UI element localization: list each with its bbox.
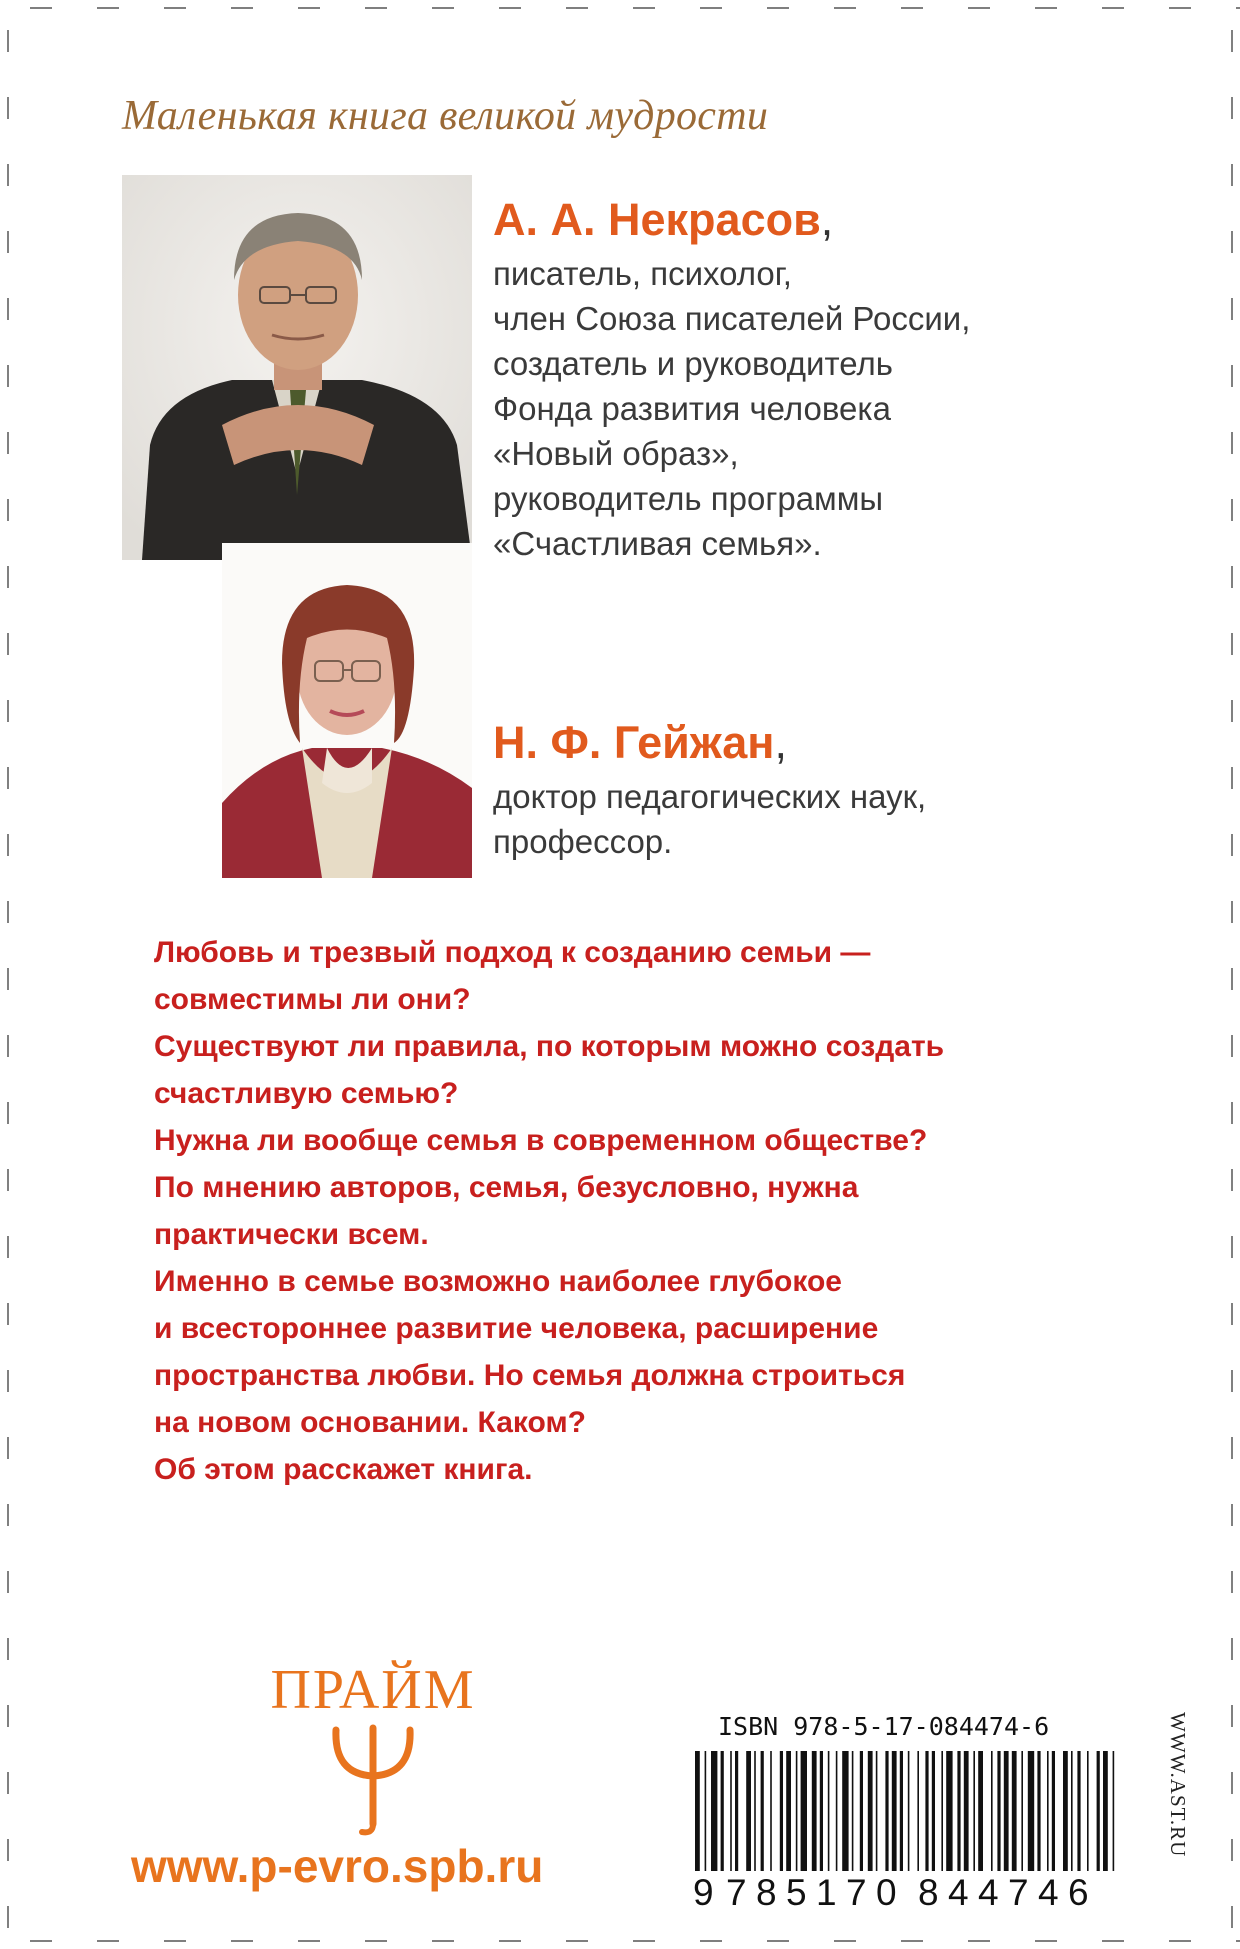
barcode-digit: 8 [756,1872,777,1913]
site-vertical-text: WWW.AST.RU [1166,1712,1190,1858]
isbn-barcode [693,1751,1118,1871]
blurb-line: и всестороннее развитие человека, расширение [154,1312,879,1345]
blurb-line: пространства любви. Но семья должна строиться [154,1359,906,1392]
author-description-line: член Союза писателей России, [493,300,971,337]
author-name: Н. Ф. Гейжан, [493,717,788,768]
blurb-line: Нужна ли вообще семья в современном обществе? [154,1124,928,1157]
author-description-line: профессор. [493,823,673,860]
barcode-digit: 7 [1008,1872,1029,1913]
author-description [493,774,926,864]
barcode-digit: 8 [918,1872,939,1913]
barcode-digit: 9 [693,1872,714,1913]
author-description-line: руководитель программы [493,480,884,517]
publisher-name: ПРАЙМ [270,1659,476,1721]
blurb-line: По мнению авторов, семья, безусловно, нужна [154,1171,859,1204]
psi-icon [328,1724,418,1836]
barcode-digits [693,1872,1118,1916]
barcode-digit: 4 [948,1872,969,1913]
series-title: Маленькая книга великой мудрости [122,93,769,139]
blurb-line: Существуют ли правила, по которым можно создать [154,1030,945,1063]
blurb-line: на новом основании. Каком? [154,1406,586,1439]
barcode-digit: 4 [978,1872,999,1913]
author-name: А. А. Некрасов, [493,194,834,245]
blurb-line: Об этом расскажет книга. [154,1453,533,1486]
blurb-line: счастливую семью? [154,1077,459,1110]
barcode-digit: 1 [816,1872,837,1913]
author-photo-geyzhan [222,543,472,878]
publisher-site-vertical [1158,1712,1194,1922]
barcode-digit: 7 [726,1872,747,1913]
barcode-digit: 4 [1038,1872,1059,1913]
publisher-logo [258,1660,488,1836]
book-blurb [154,929,1114,1493]
author-photo-nekrasov [122,175,472,560]
author-description-line: создатель и руководитель [493,345,893,382]
isbn-label: ISBN 978-5-17-084474-6 [718,1712,1050,1741]
author-description-line: «Новый образ», [493,435,739,472]
blurb-line: Любовь и трезвый подход к созданию семьи — [154,936,871,969]
author-description-line: «Счастливая семья». [493,525,822,562]
barcode-digit: 5 [786,1872,807,1913]
author-info-nekrasov [493,193,970,566]
barcode-digit: 0 [876,1872,897,1913]
blurb-line: Именно в семье возможно наиболее глубокое [154,1265,842,1298]
author-description-line: писатель, психолог, [493,255,792,292]
author-description [493,251,970,566]
author-description-line: Фонда развития человека [493,390,891,427]
barcode-digit: 7 [846,1872,867,1913]
barcode-digit: 6 [1068,1872,1089,1913]
blurb-line: практически всем. [154,1218,429,1251]
publisher-url[interactable]: www.p-evro.spb.ru [131,1840,544,1892]
author-info-geyzhan [493,716,926,864]
blurb-line: совместимы ли они? [154,983,471,1016]
author-description-line: доктор педагогических наук, [493,778,927,815]
